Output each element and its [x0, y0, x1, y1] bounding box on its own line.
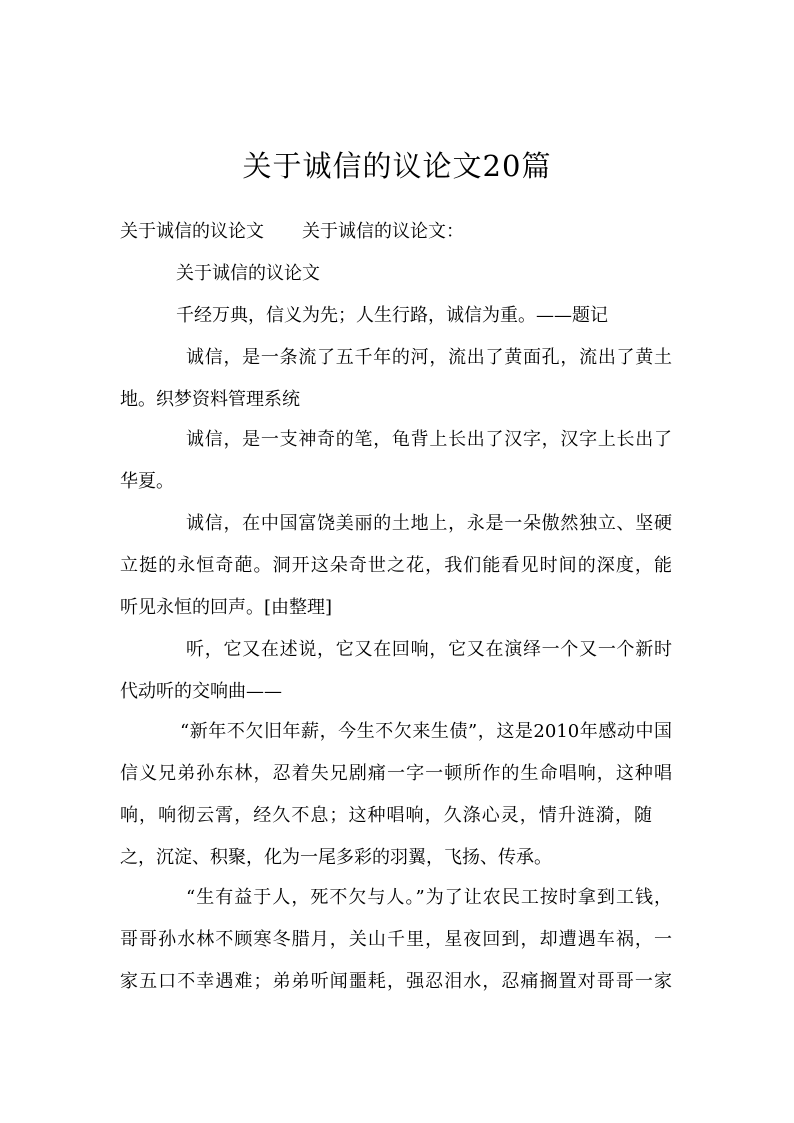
paragraph-line-17: 哥哥孙水林不顾寒冬腊月，关山千里，星夜回到，却遭遇车祸，一: [120, 929, 672, 950]
subtitle-left: 关于诚信的议论文: [120, 221, 264, 242]
paragraph-line-4: 地。织梦资料管理系统: [120, 389, 300, 410]
paragraph-line-1: 关于诚信的议论文: [176, 263, 320, 284]
paragraph-line-11: 代动听的交响曲——: [120, 681, 282, 702]
subtitle-right: 关于诚信的议论文：: [302, 221, 464, 242]
paragraph-line-12: “新年不欠旧年薪，今生不欠来生债”，这是2010年感动中国: [180, 721, 672, 742]
paragraph-line-2: 千经万典，信义为先；人生行路，诚信为重。——题记: [176, 305, 608, 326]
paragraph-line-9: 听见永恒的回声。[由整理]: [120, 597, 333, 618]
subtitle-line: [120, 219, 464, 245]
document-title: 关于诚信的议论文20篇: [242, 149, 552, 183]
paragraph-line-13: 信义兄弟孙东林，忍着失兄剧痛一字一顿所作的生命唱响，这种唱: [120, 763, 672, 784]
paragraph-line-15: 之，沉淀、积聚，化为一尾多彩的羽翼，飞扬、传承。: [120, 847, 552, 868]
paragraph-line-18: 家五口不幸遇难；弟弟听闻噩耗，强忍泪水，忍痛搁置对哥哥一家: [120, 971, 672, 992]
paragraph-line-16: “生有益于人，死不欠与人。”为了让农民工按时拿到工钱，: [186, 887, 672, 908]
paragraph-line-10: 听，它又在述说，它又在回响，它又在演绎一个又一个新时: [186, 639, 672, 660]
paragraph-line-14: 响，响彻云霄，经久不息；这种唱响，久涤心灵，情升涟漪，随: [120, 805, 652, 826]
paragraph-line-8: 立挺的永恒奇葩。洞开这朵奇世之花，我们能看见时间的深度，能: [120, 555, 672, 576]
paragraph-line-7: 诚信，在中国富饶美丽的土地上，永是一朵傲然独立、坚硬: [186, 513, 672, 534]
paragraph-line-5: 诚信，是一支神奇的笔，龟背上长出了汉字，汉字上长出了: [186, 429, 672, 450]
paragraph-line-3: 诚信，是一条流了五千年的河，流出了黄面孔，流出了黄土: [186, 347, 672, 368]
paragraph-line-6: 华夏。: [120, 471, 174, 492]
